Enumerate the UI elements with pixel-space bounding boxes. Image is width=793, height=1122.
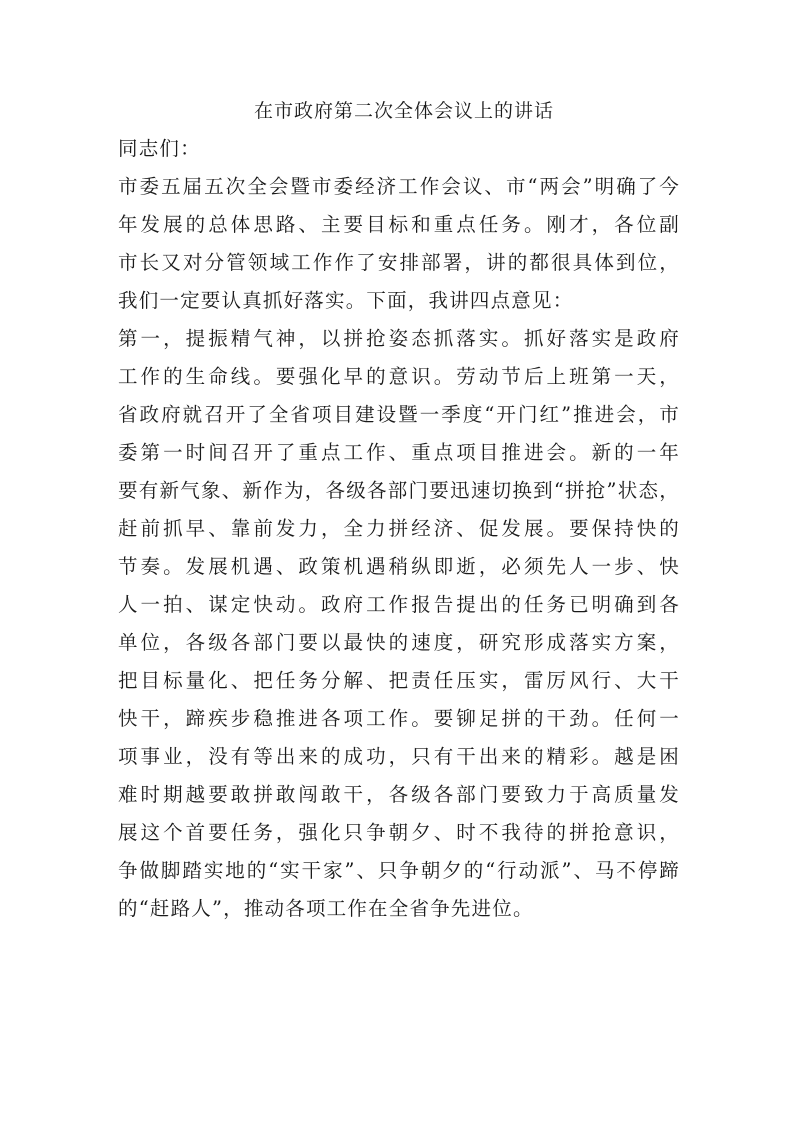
body-line: 要有新气象、新作为，各级各部门要迅速切换到“拼抢”状态， (118, 479, 680, 502)
body-line: 市长又对分管领域工作作了安排部署，讲的都很具体到位， (118, 251, 680, 274)
body-line: 市委五届五次全会暨市委经济工作会议、市“两会”明确了今 (118, 175, 680, 198)
salutation: 同志们： (118, 137, 201, 160)
body-line: 省政府就召开了全省项目建设暨一季度“开门红”推进会，市 (118, 403, 680, 426)
body-line: 赶前抓早、靠前发力，全力拼经济、促发展。要保持快的 (118, 517, 680, 540)
body-line: 委第一时间召开了重点工作、重点项目推进会。新的一年 (118, 441, 680, 464)
body-line: 节奏。发展机遇、政策机遇稍纵即逝，必须先人一步、快 (118, 555, 680, 578)
body-line: 人一拍、谋定快动。政府工作报告提出的任务已明确到各 (118, 593, 680, 616)
document-title: 在市政府第二次全体会议上的讲话 (253, 100, 554, 122)
body-line: 把目标量化、把任务分解、把责任压实，雷厉风行、大干 (118, 669, 680, 692)
body-line: 展这个首要任务，强化只争朝夕、时不我待的拼抢意识， (118, 821, 680, 844)
body-line: 难时期越要敢拼敢闯敢干，各级各部门要致力于高质量发 (118, 783, 680, 806)
document-page (118, 92, 680, 928)
body-line: 单位，各级各部门要以最快的速度，研究形成落实方案， (118, 631, 680, 654)
body-line: 的“赶路人”，推动各项工作在全省争先进位。 (118, 897, 534, 920)
body-line: 项事业，没有等出来的成功，只有干出来的精彩。越是困 (118, 745, 680, 768)
body-line: 第一，提振精气神，以拼抢姿态抓落实。抓好落实是政府 (118, 327, 680, 350)
body-line: 我们一定要认真抓好落实。下面，我讲四点意见： (118, 289, 574, 312)
body-line: 争做脚踏实地的“实干家”、只争朝夕的“行动派”、马不停蹄 (118, 859, 680, 882)
body-line: 快干，蹄疾步稳推进各项工作。要铆足拼的干劲。任何一 (118, 707, 680, 730)
body-line: 工作的生命线。要强化早的意识。劳动节后上班第一天， (118, 365, 680, 388)
body-line: 年发展的总体思路、主要目标和重点任务。刚才，各位副 (118, 213, 680, 236)
